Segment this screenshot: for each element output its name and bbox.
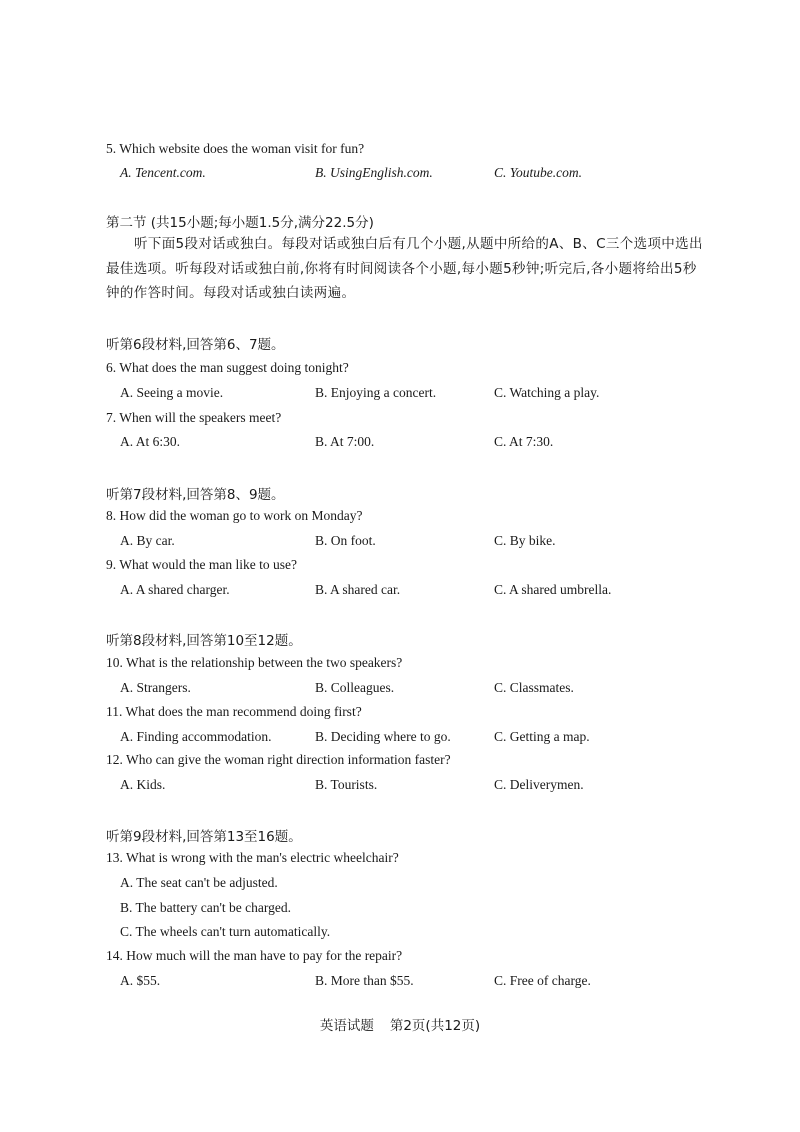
option-14b: B. More than $55. <box>315 973 414 988</box>
option-11c: C. Getting a map. <box>494 729 590 744</box>
option-12b: B. Tourists. <box>315 777 378 792</box>
option-6c: C. Watching a play. <box>494 385 600 400</box>
question-5: 5. Which website does the woman visit for fun? <box>106 141 365 156</box>
section-instructions <box>106 232 706 306</box>
option-13a: A. The seat can't be adjusted. <box>120 875 278 890</box>
question-9: 9. What would the man like to use? <box>106 557 297 572</box>
question-11: 11. What does the man recommend doing first? <box>106 704 362 719</box>
instructions-text: 听下面5段对话或独白。每段对话或独白后有几个小题,从题中所给的A、B、C三个选项中选出最佳选项。听每段对话或独白前,你将有时间阅读各个小题,每小题5秒钟;听完后,各小题将给出5秒钟的作答时间。每段对话或独白读两遍。 <box>106 236 703 301</box>
option-13b: B. The battery can't be charged. <box>120 900 291 915</box>
option-12a: A. Kids. <box>120 777 166 792</box>
option-8c: C. By bike. <box>494 533 556 548</box>
option-9c: C. A shared umbrella. <box>494 582 612 597</box>
option-7a: A. At 6:30. <box>120 434 181 449</box>
option-10a: A. Strangers. <box>120 680 191 695</box>
option-11b: B. Deciding where to go. <box>315 729 451 744</box>
question-6: 6. What does the man suggest doing tonight? <box>106 360 349 375</box>
option-10c: C. Classmates. <box>494 680 574 695</box>
option-6b: B. Enjoying a concert. <box>315 385 437 400</box>
option-7c: C. At 7:30. <box>494 434 554 449</box>
option-5b: B. UsingEnglish.com. <box>315 165 433 180</box>
group-title: 听第9段材料,回答第13至16题。 <box>106 829 302 845</box>
question-10: 10. What is the relationship between the two speakers? <box>106 655 403 670</box>
question-14: 14. How much will the man have to pay for the repair? <box>106 948 403 963</box>
section-heading: 第二节 (共15小题;每小题1.5分,满分22.5分) <box>106 215 374 231</box>
question-13: 13. What is wrong with the man's electric wheelchair? <box>106 850 399 865</box>
option-10b: B. Colleagues. <box>315 680 395 695</box>
group-title: 听第8段材料,回答第10至12题。 <box>106 633 302 649</box>
footer-subject: 英语试题 <box>319 1018 374 1034</box>
option-14c: C. Free of charge. <box>494 973 591 988</box>
option-8b: B. On foot. <box>315 533 376 548</box>
option-14a: A. $55. <box>120 973 161 988</box>
question-7: 7. When will the speakers meet? <box>106 410 282 425</box>
option-5a: A. Tencent.com. <box>120 165 206 180</box>
page-footer <box>0 1014 800 1034</box>
question-8: 8. How did the woman go to work on Monday? <box>106 508 363 523</box>
question-12: 12. Who can give the woman right direction information faster? <box>106 752 451 767</box>
option-11a: A. Finding accommodation. <box>120 729 272 744</box>
option-7b: B. At 7:00. <box>315 434 375 449</box>
option-9a: A. A shared charger. <box>120 582 230 597</box>
option-8a: A. By car. <box>120 533 175 548</box>
option-6a: A. Seeing a movie. <box>120 385 224 400</box>
group-title: 听第6段材料,回答第6、7题。 <box>106 337 285 353</box>
footer-page-number: 第2页(共12页) <box>389 1018 481 1034</box>
option-5c: C. Youtube.com. <box>494 165 583 180</box>
option-9b: B. A shared car. <box>315 582 401 597</box>
option-13c: C. The wheels can't turn automatically. <box>120 924 331 939</box>
option-12c: C. Deliverymen. <box>494 777 584 792</box>
group-title: 听第7段材料,回答第8、9题。 <box>106 487 285 503</box>
